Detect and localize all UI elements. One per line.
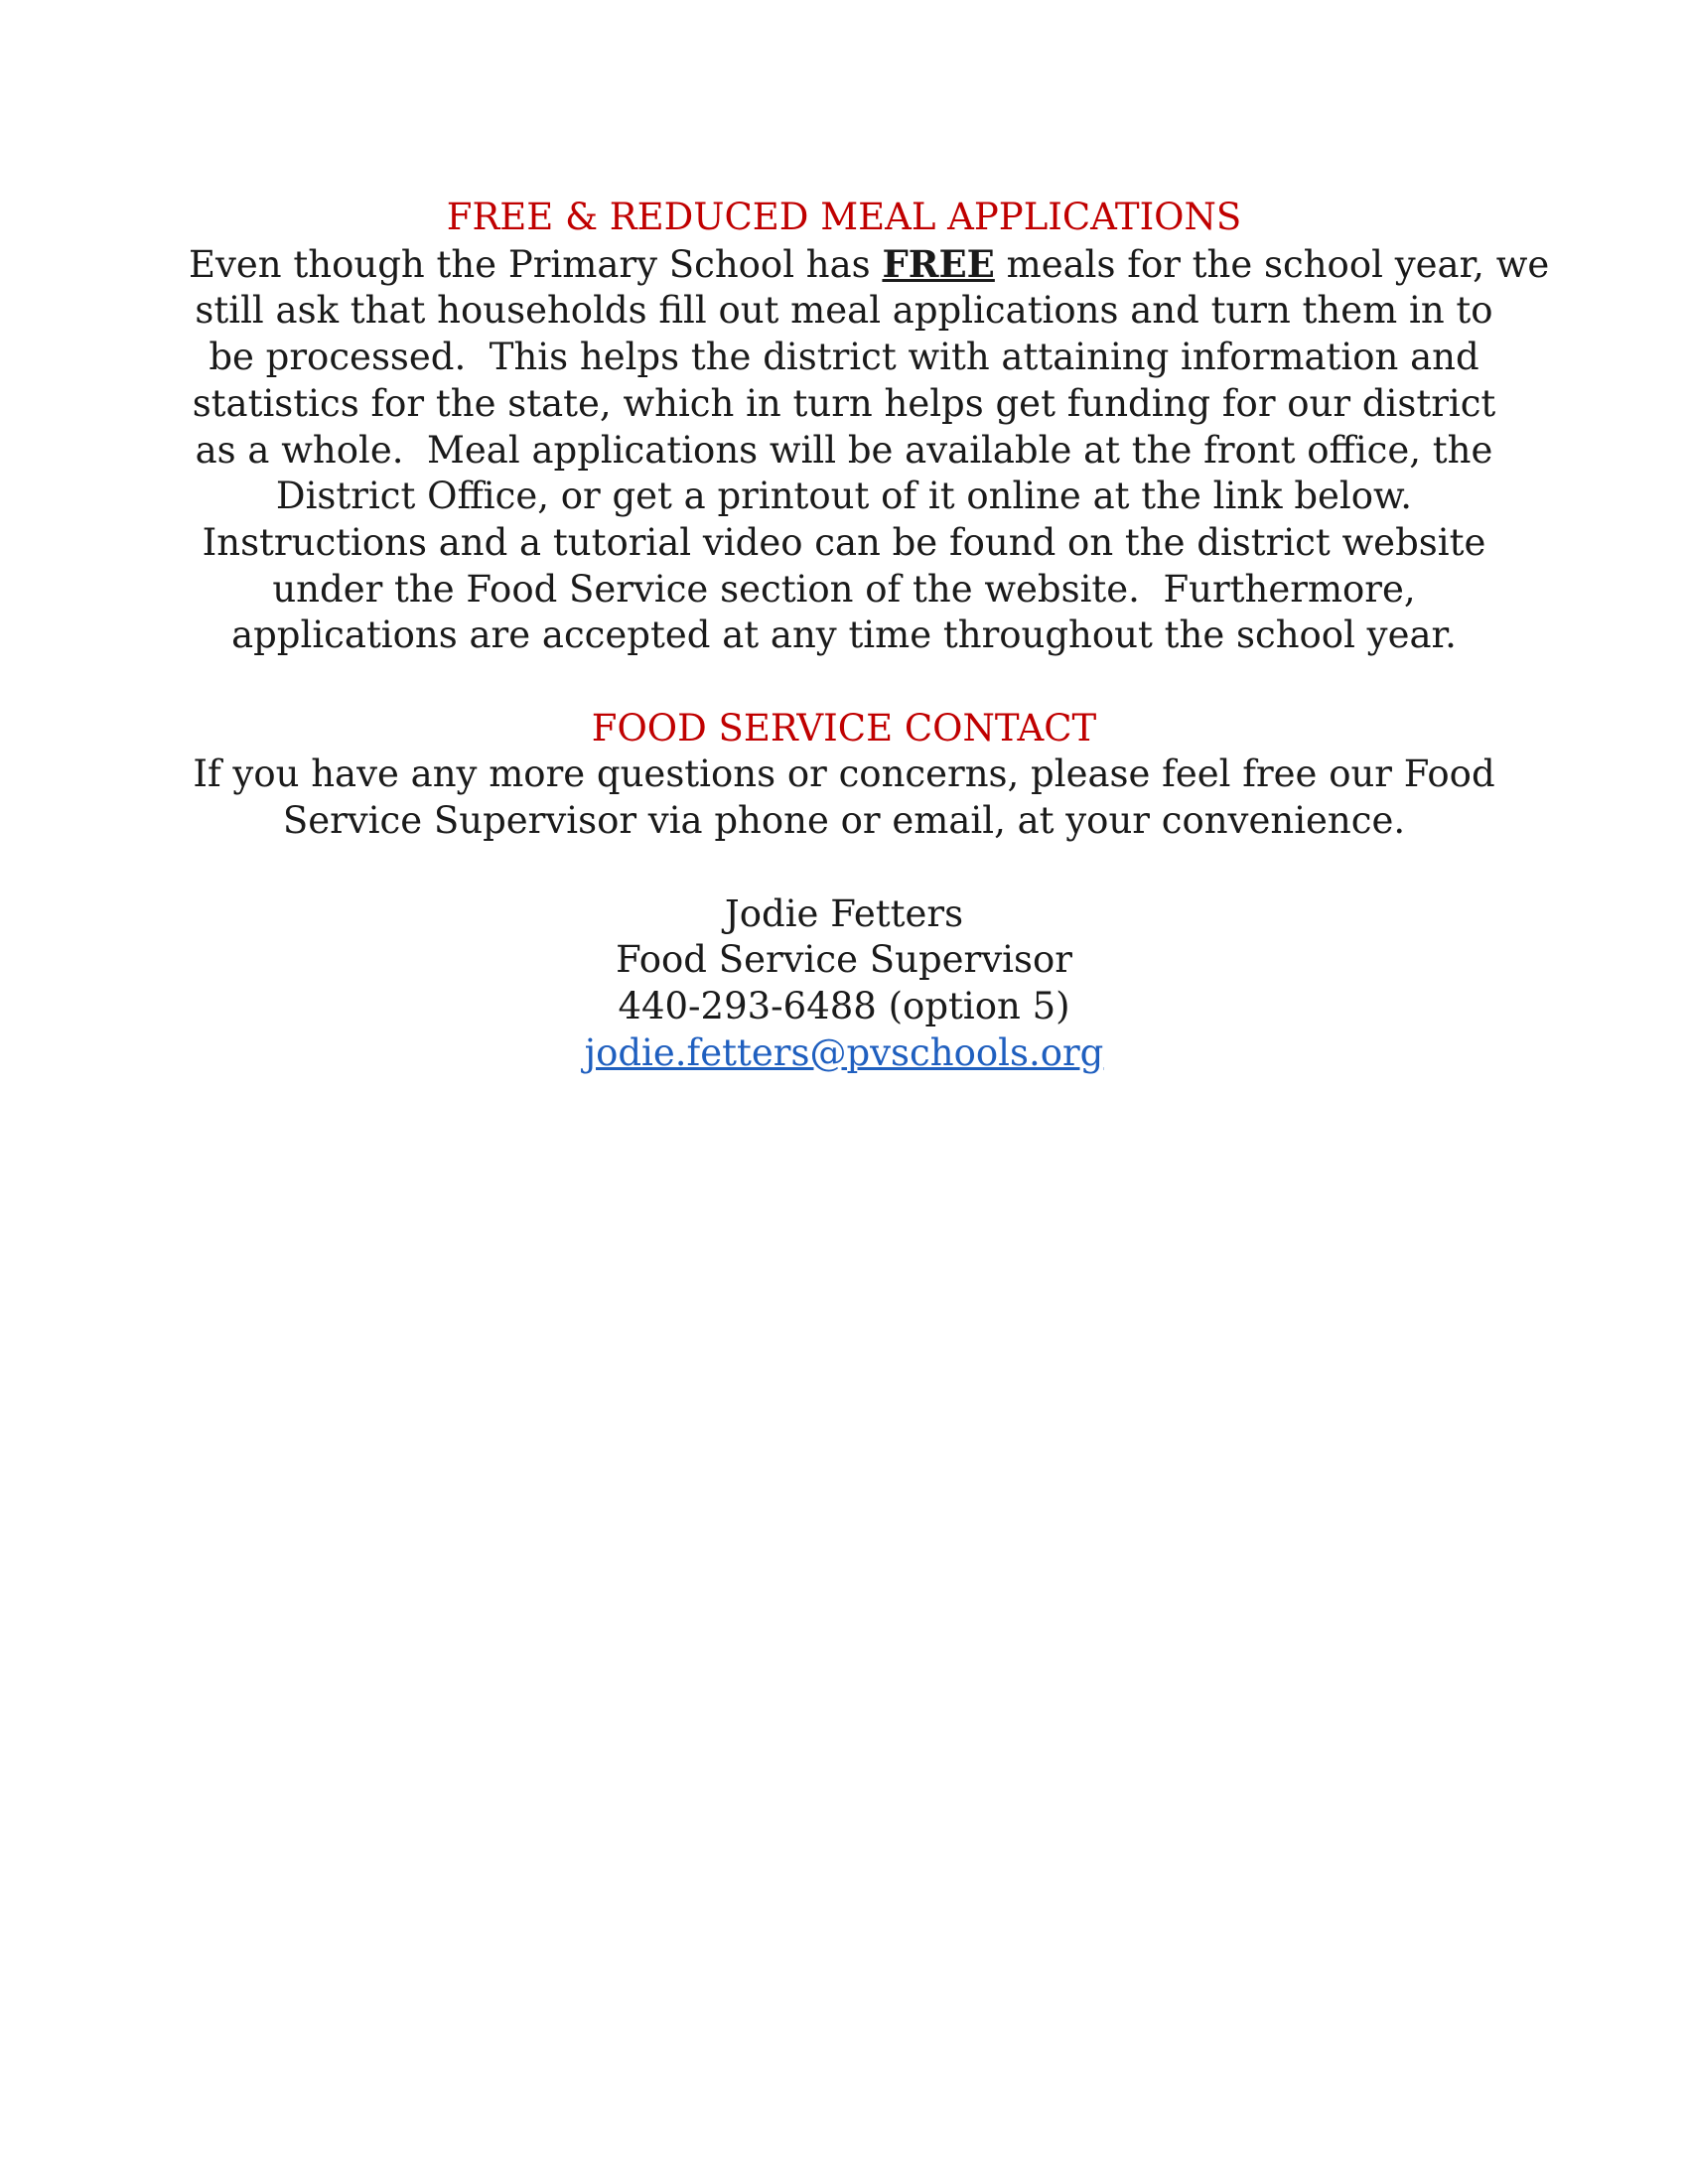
contact-intro-line: If you have any more questions or concerns, please feel free our Food bbox=[193, 752, 1495, 796]
meal-applications-heading: FREE & REDUCED MEAL APPLICATIONS bbox=[446, 196, 1242, 238]
food-service-contact-heading: FOOD SERVICE CONTACT bbox=[591, 706, 1097, 750]
contact-email-line bbox=[189, 1030, 1499, 1077]
meal-applications-line: District Office, or get a printout of it online at the link below. bbox=[275, 475, 1413, 518]
meal-applications-line: applications are accepted at any time throughout the school year. bbox=[231, 614, 1457, 657]
contact-phone: 440-293-6488 (option 5) bbox=[618, 984, 1070, 1027]
meal-applications-line: Instructions and a tutorial video can be found on the district website bbox=[202, 520, 1486, 564]
meal-applications-line: under the Food Service section of the website. Furthermore, bbox=[272, 567, 1416, 611]
line1-after-text: meals for the school year, we bbox=[994, 242, 1550, 286]
meal-applications-line-1 bbox=[189, 241, 1550, 289]
line1-before-text: Even though the Primary School has bbox=[189, 242, 883, 286]
meal-applications-line: statistics for the state, which in turn helps get funding for our district bbox=[192, 381, 1496, 425]
meal-applications-line: as a whole. Meal applications will be available at the front office, the bbox=[195, 428, 1493, 472]
contact-intro-line: Service Supervisor via phone or email, at your convenience. bbox=[282, 799, 1406, 843]
free-emphasis: FREE bbox=[882, 241, 995, 286]
contact-spacer bbox=[189, 845, 1499, 891]
meal-applications-line: still ask that households fill out meal applications and turn them in to bbox=[195, 289, 1493, 333]
contact-title: Food Service Supervisor bbox=[616, 938, 1072, 982]
section-spacer bbox=[189, 659, 1499, 706]
document-body bbox=[189, 195, 1550, 1076]
contact-email-link[interactable]: jodie.fetters@pvschools.org bbox=[584, 1030, 1104, 1074]
food-service-contact-section bbox=[189, 706, 1499, 1077]
contact-name: Jodie Fetters bbox=[724, 891, 964, 935]
meal-applications-line: be processed. This helps the district with attaining information and bbox=[209, 336, 1479, 379]
meal-applications-section bbox=[189, 195, 1550, 659]
